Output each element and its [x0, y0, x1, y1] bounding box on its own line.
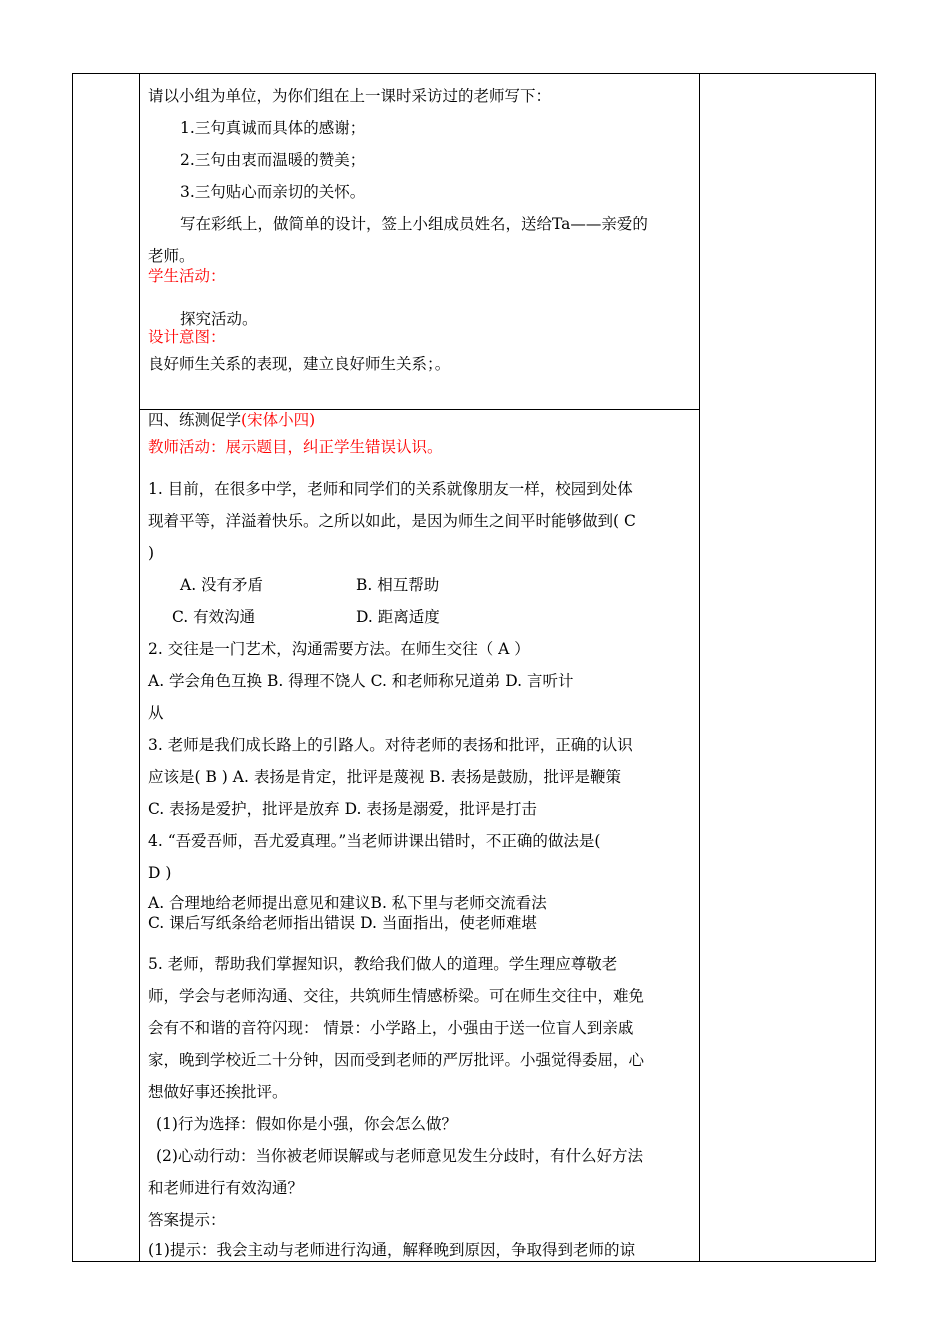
- question-1-line-1: 1. 目前，在很多中学，老师和同学们的关系就像朋友一样，校园到处体: [148, 480, 633, 498]
- table-column-divider-1: [139, 73, 140, 1262]
- activity-item-2: 2.三句由衷而温暖的赞美；: [180, 151, 366, 169]
- question-1-option-a: A. 没有矛盾: [180, 576, 264, 594]
- table-column-divider-2: [699, 73, 700, 1262]
- question-2-line-3: 从: [148, 704, 164, 722]
- question-2-line-2: A. 学会角色互换 B. 得理不饶人 C. 和老师称兄道弟 D. 言听计: [148, 672, 574, 690]
- question-1-option-c: C. 有效沟通: [172, 608, 256, 626]
- student-activity-label: 学生活动：: [148, 267, 226, 285]
- question-4-line-3: A. 合理地给老师提出意见和建议B. 私下里与老师交流看法: [148, 894, 547, 912]
- design-intent-label: 设计意图：: [148, 328, 226, 346]
- question-5-sub-1: (1)行为选择：假如你是小强，你会怎么做？: [156, 1115, 457, 1133]
- question-5-line-3: 会有不和谐的音符闪现： 情景：小学路上，小强由于送一位盲人到亲戚: [148, 1019, 634, 1037]
- section-title-text: 四、练测促学: [148, 411, 242, 429]
- question-2-line-1: 2. 交往是一门艺术，沟通需要方法。在师生交往（ A ）: [148, 640, 530, 658]
- question-1-line-3: ): [148, 544, 155, 562]
- question-4-line-1: 4. “吾爱吾师，吾尤爱真理。”当老师讲课出错时，不正确的做法是(: [148, 832, 601, 850]
- student-activity-text: 探究活动。: [180, 310, 258, 328]
- answer-line-1: (1)提示：我会主动与老师进行沟通，解释晚到原因，争取得到老师的谅: [148, 1241, 635, 1259]
- question-1-option-d: D. 距离适度: [356, 608, 440, 626]
- activity-intro: 请以小组为单位，为你们组在上一课时采访过的老师写下：: [148, 87, 552, 105]
- question-5-line-4: 家，晚到学校近二十分钟，因而受到老师的严厉批评。小强觉得委屈，心: [148, 1051, 645, 1069]
- activity-item-1: 1.三句真诚而具体的感谢；: [180, 119, 366, 137]
- question-3-line-1: 3. 老师是我们成长路上的引路人。对待老师的表扬和批评，正确的认识: [148, 736, 633, 754]
- question-5-sub-2-line-2: 和老师进行有效沟通？: [148, 1179, 304, 1197]
- activity-item-3: 3.三句贴心而亲切的关怀。: [180, 183, 366, 201]
- table-top-border: [72, 73, 876, 74]
- question-5-line-5: 想做好事还挨批评。: [148, 1083, 288, 1101]
- answer-label: 答案提示：: [148, 1211, 226, 1229]
- question-4-line-2: D ): [148, 864, 172, 882]
- section-title-note: (宋体小四): [241, 411, 316, 429]
- question-5-line-1: 5. 老师，帮助我们掌握知识，教给我们做人的道理。学生理应尊敬老: [148, 955, 618, 973]
- table-right-border: [875, 73, 876, 1262]
- activity-write-line-1: 写在彩纸上，做简单的设计，签上小组成员姓名，送给Ta——亲爱的: [180, 215, 648, 233]
- question-1-line-2: 现着平等，洋溢着快乐。之所以如此，是因为师生之间平时能够做到( C: [148, 512, 636, 530]
- activity-write-line-2: 老师。: [148, 247, 195, 265]
- table-bottom-border: [72, 1261, 876, 1262]
- question-5-line-2: 师，学会与老师沟通、交往，共筑师生情感桥梁。可在师生交往中，难免: [148, 987, 645, 1005]
- question-3-line-2: 应该是( B ) A. 表扬是肯定，批评是蔑视 B. 表扬是鼓励，批评是鞭策: [148, 768, 621, 786]
- question-3-line-3: C. 表扬是爱护，批评是放弃 D. 表扬是溺爱，批评是打击: [148, 800, 537, 818]
- table-left-border: [72, 73, 73, 1262]
- teacher-activity: 教师活动：展示题目，纠正学生错误认识。: [148, 438, 443, 456]
- question-1-option-b: B. 相互帮助: [356, 576, 440, 594]
- question-4-line-4: C. 课后写纸条给老师指出错误 D. 当面指出，使老师难堪: [148, 914, 537, 932]
- design-intent-text: 良好师生关系的表现，建立良好师生关系；。: [148, 355, 451, 373]
- question-5-sub-2-line-1: (2)心动行动：当你被老师误解或与老师意见发生分歧时，有什么好方法: [156, 1147, 643, 1165]
- section-title: [148, 410, 315, 430]
